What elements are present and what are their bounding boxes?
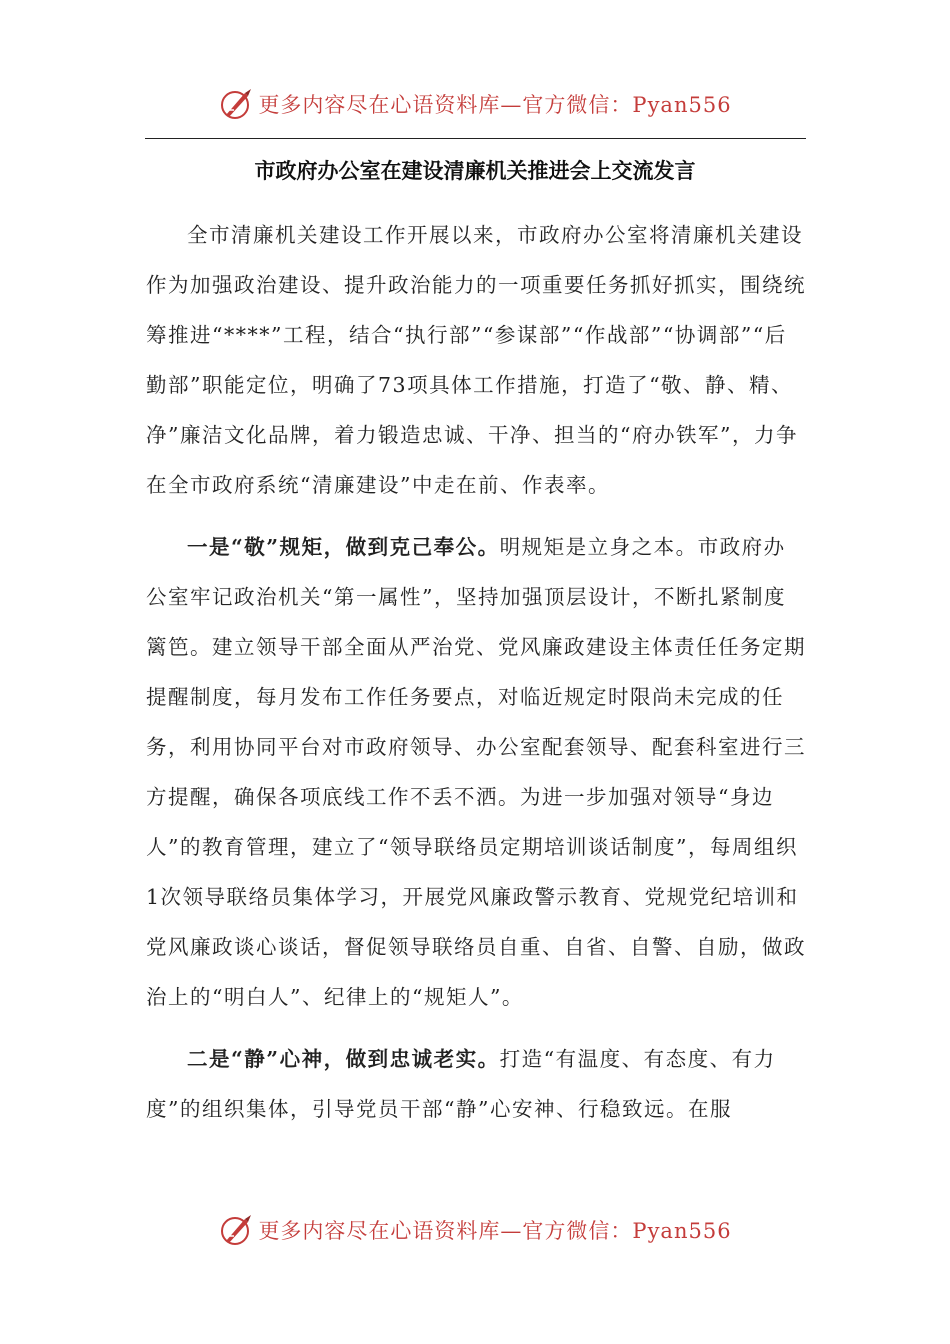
header-banner [0,82,950,126]
quill-pen-seal-icon [218,86,254,122]
paragraph-section-1 [146,522,806,1022]
paragraph-lead: 一是“敬”规矩，做到克己奉公。 [187,535,500,559]
paragraph-text: 明规矩是立身之本。市政府办公室牢记政治机关“第一属性”，坚持加强顶层设计，不断扎紧制度篱笆。建立领导干部全面从严治党、党风廉政建设主体责任任务定期提醒制度，每月发布工作任务要点，对临近规定时限尚未完成的任务，利用协同平台对市政府领导、办公室配套领导、配套科室进行三方提醒，确保各项底线工作不丢不洒。为进一步加强对领导“身边人”的教育管理，建立了“领导联络员定期培训谈话制度”，每周组织1次领导联络员集体学习，开展党风廉政警示教育、党规党纪培训和党风廉政谈心谈话，督促领导联络员自重、自省、自警、自励，做政治上的“明白人”、纪律上的“规矩人”。 [146,535,806,1009]
paragraph-section-2 [146,1034,806,1134]
document-title: 市政府办公室在建设清廉机关推进会上交流发言 [254,158,696,183]
header-divider [145,138,806,139]
paragraph-intro [146,210,806,510]
header-banner-text: 更多内容尽在心语资料库—官方微信：Pyan556 [258,93,732,117]
document-body [146,210,806,1134]
paragraph-text: 打造“有温度、有态度、有力度”的组织集体，引导党员干部“静”心安神、行稳致远。在服 [146,1047,776,1121]
paragraph-lead: 二是“静”心神，做到忠诚老实。 [187,1047,500,1071]
footer-banner [0,1208,950,1252]
footer-banner-text: 更多内容尽在心语资料库—官方微信：Pyan556 [258,1219,732,1243]
quill-pen-seal-icon [218,1212,254,1248]
paragraph-text: 全市清廉机关建设工作开展以来，市政府办公室将清廉机关建设作为加强政治建设、提升政治能力的一项重要任务抓好抓实，围绕统筹推进“****”工程，结合“执行部”“参谋部”“作战部”“协调部”“后勤部”职能定位，明确了73项具体工作措施，打造了“敬、静、精、净”廉洁文化品牌，着力锻造忠诚、干净、担当的“府办铁军”，力争在全市政府系统“清廉建设”中走在前、作表率。 [146,223,806,497]
